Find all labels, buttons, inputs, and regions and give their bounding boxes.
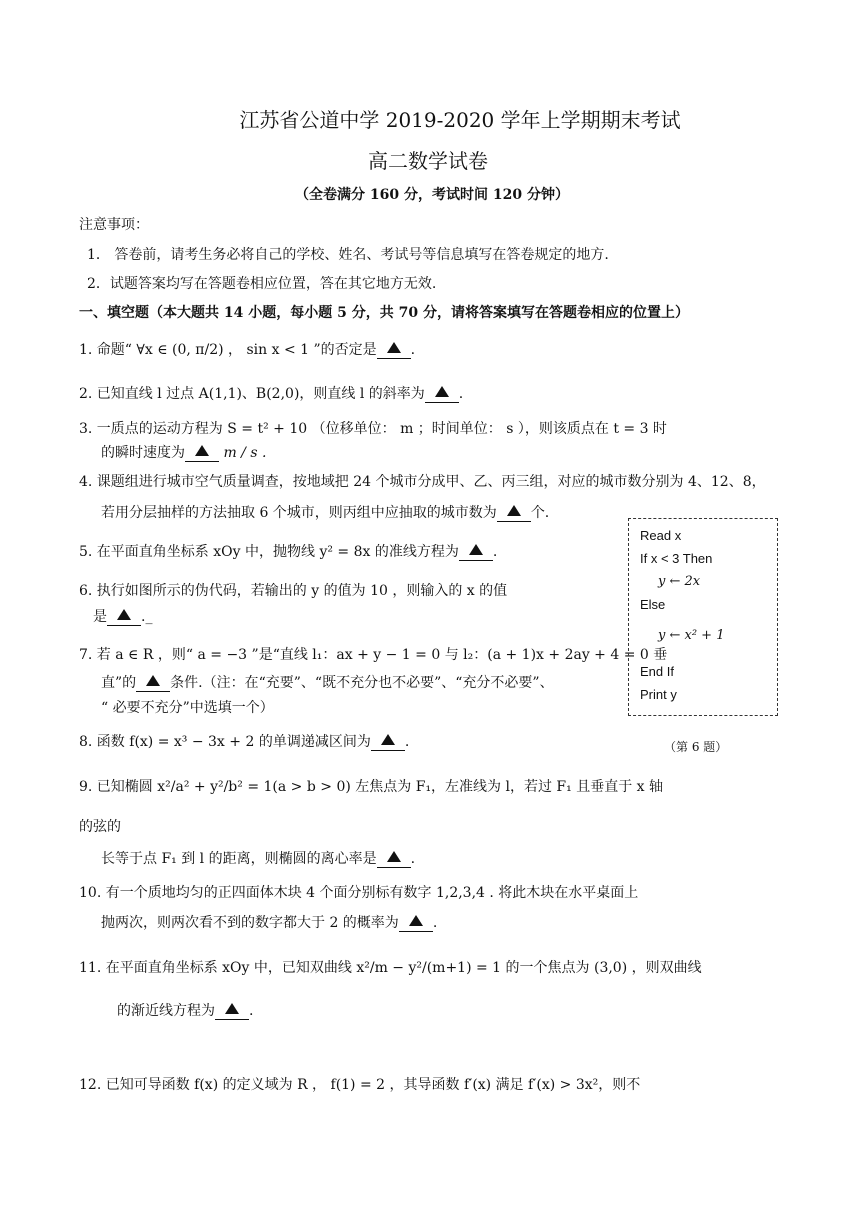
question-3-line2: 的瞬时速度为 m / s . [101,445,267,461]
question-5: 5. 在平面直角坐标系 xOy 中，抛物线 y² = 8x 的准线方程为 . [79,544,498,560]
code-line: If x < 3 Then [640,551,713,566]
question-7-line3: “ 必要不充分”中选填一个） [101,700,274,716]
code-line: y ← 2x [658,574,701,589]
notice-heading: 注意事项： [79,217,149,233]
answer-blank [497,505,531,522]
question-8: 8. 函数 f(x) = x³ − 3x + 2 的单调递减区间为 . [79,734,410,750]
question-11-line1: 11. 在平面直角坐标系 xOy 中，已知双曲线 x²/m − y²/(m+1) = 1 的一个焦点为 (3,0) ，则双曲线 [79,960,702,976]
answer-blank [185,445,219,462]
question-9-line3: 长等于点 F₁ 到 l 的距离，则椭圆的离心率是 . [101,851,416,867]
answer-blank [459,544,493,561]
answer-triangle-icon [117,609,131,620]
code-line: y ← x² + 1 [658,628,725,643]
answer-blank [425,386,459,403]
answer-blank [371,734,405,751]
code-line: End If [640,664,674,679]
question-6-line1: 6. 执行如图所示的伪代码，若输出的 y 的值为 10 ，则输入的 x 的值 [79,583,508,599]
question-2: 2. 已知直线 l 过点 A(1,1)、B(2,0)，则直线 l 的斜率为 . [79,386,464,402]
title: 江苏省公道中学 2019-2020 学年上学期期末考试 [239,108,681,132]
question-4-line1: 4. 课题组进行城市空气质量调查，按地域把 24 个城市分成甲、乙、丙三组，对应的城市数分别为 4、12、8， [79,474,766,490]
answer-triangle-icon [195,445,209,456]
answer-triangle-icon [387,851,401,862]
code-line: Else [640,597,666,612]
answer-triangle-icon [409,915,423,926]
notice-item-1: 1． 答卷前，请考生务必将自己的学校、姓名、考试号等信息填写在答卷规定的地方. [87,247,609,263]
answer-blank [377,342,411,359]
question-7-line1: 7. 若 a ∈ R ，则“ a = −3 ”是“直线 l₁：ax + y − 1 = 0 与 l₂：(a + 1)x + 2ay + 4 = 0 垂 [79,647,668,663]
question-10-line1: 10. 有一个质地均匀的正四面体木块 4 个面分别标有数字 1,2,3,4 . 将此木块在水平桌面上 [79,885,639,901]
answer-triangle-icon [146,675,160,686]
answer-blank [399,915,433,932]
answer-triangle-icon [435,386,449,397]
question-9-line1: 9. 已知椭圆 x²/a² + y²/b² = 1(a > b > 0) 左焦点为 F₁，左准线为 l，若过 F₁ 且垂直于 x 轴 [79,779,663,795]
notice-item-2: 2．试题答案均写在答题卷相应位置，答在其它地方无效. [87,276,437,292]
question-3-line1: 3. 一质点的运动方程为 S = t² + 10 （位移单位： m ；时间单位： s ），则该质点在 t = 3 时 [79,421,667,437]
exam-note: （全卷满分 160 分，考试时间 120 分钟） [295,187,569,203]
code-line: Read x [640,528,682,543]
answer-triangle-icon [469,544,483,555]
answer-blank [107,609,141,626]
answer-blank [377,851,411,868]
section-heading: 一、填空题（本大题共 14 小题，每小题 5 分，共 70 分，请将答案填写在答题卷相应的位置上） [79,305,689,321]
question-12: 12. 已知可导函数 f(x) 的定义域为 R ， f(1) = 2 ，其导函数 f′(x) 满足 f′(x) > 3x²，则不 [79,1077,641,1093]
question-4-line2: 若用分层抽样的方法抽取 6 个城市，则丙组中应抽取的城市数为 个. [101,505,550,521]
question-10-line2: 抛两次，则两次看不到的数字都大于 2 的概率为 . [101,915,438,931]
question-6-line2: 是 ._ [93,609,153,625]
question-1: 1. 命题“ ∀x ∈ (0, π/2) ， sin x < 1 ”的否定是 . [79,342,416,358]
subtitle: 高二数学试卷 [368,149,488,173]
question-11-line2: 的渐近线方程为 . [117,1003,254,1019]
answer-triangle-icon [507,505,521,516]
answer-triangle-icon [381,734,395,745]
answer-blank [136,675,170,692]
answer-triangle-icon [387,342,401,353]
answer-blank [215,1003,249,1020]
code-line: Print y [640,687,677,702]
question-9-line2: 的弦的 [79,819,121,835]
answer-triangle-icon [225,1003,239,1014]
question-7-line2: 直”的 条件.（注：在“充要”、“既不充分也不必要”、“充分不必要”、 [101,675,554,691]
figure-caption: （第 6 题） [664,740,728,754]
